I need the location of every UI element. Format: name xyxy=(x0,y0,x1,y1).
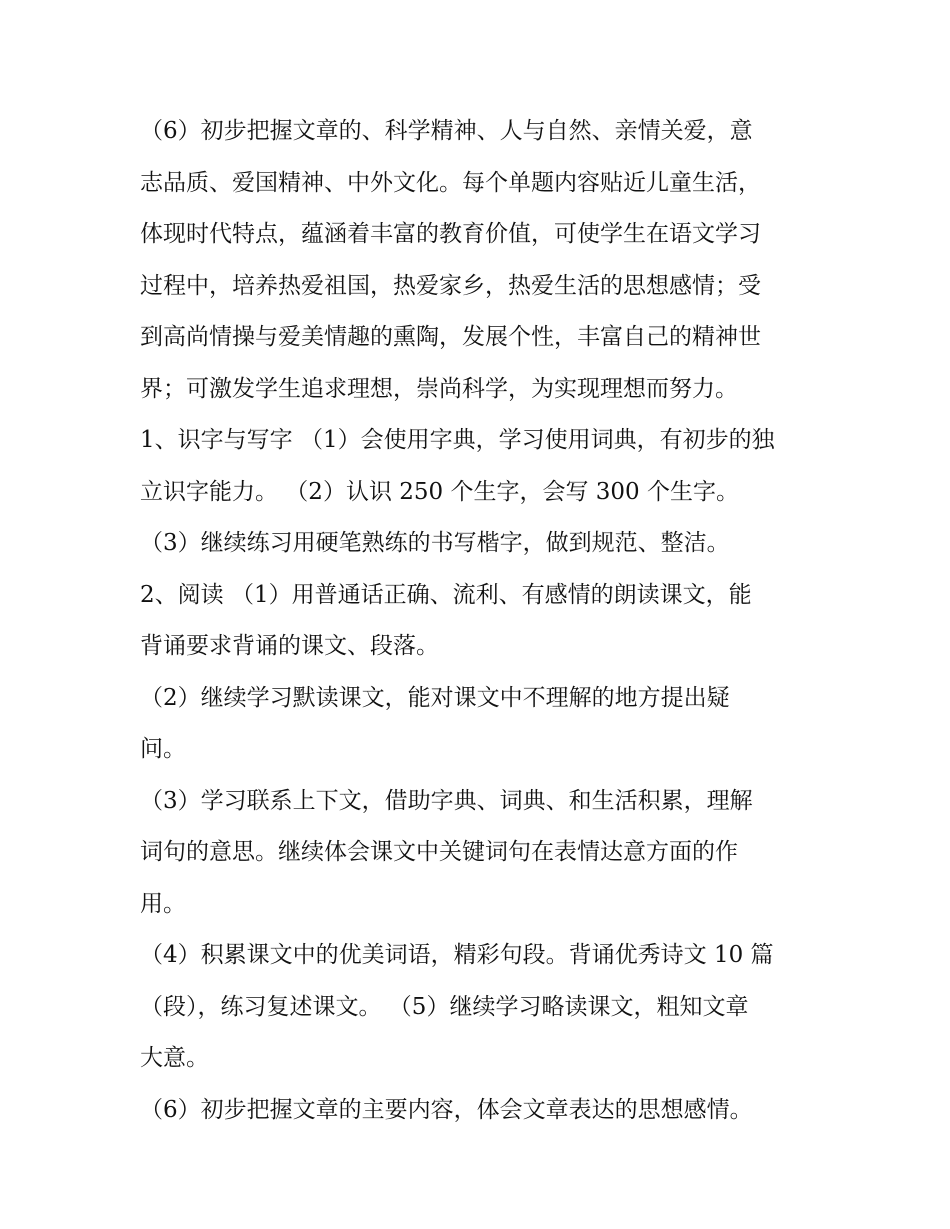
text-line: 过程中，培养热爱祖国，热爱家乡，热爱生活的思想感情；受 xyxy=(140,272,761,299)
text-line: 1、识字与写字 （1）会使用字典，学习使用词典，有初步的独 xyxy=(140,427,775,453)
text-line: （6）初步把握文章的、科学精神、人与自然、亲情关爱，意 xyxy=(140,118,753,144)
text-line: 词句的意思。继续体会课文中关键词句在表情达意方面的作 xyxy=(140,839,738,865)
text-line: 立识字能力。 （2）认识 250 个生字，会写 300 个生字。 xyxy=(140,478,739,505)
text-line: 用。 xyxy=(140,890,186,917)
text-line: （段），练习复述课文。 （5）继续学习略读课文，粗知文章 xyxy=(140,993,749,1020)
text-line: （2）继续学习默读课文，能对课文中不理解的地方提出疑 xyxy=(140,684,730,711)
text-line: 问。 xyxy=(140,736,186,762)
text-line: 界；可激发学生追求理想，崇尚科学，为实现理想而努力。 xyxy=(140,375,738,402)
text-line: （4）积累课文中的优美词语，精彩句段。背诵优秀诗文 10 篇 xyxy=(140,942,774,968)
text-line: 大意。 xyxy=(140,1045,209,1071)
text-line: 2、阅读 （1）用普通话正确、流利、有感情的朗读课文，能 xyxy=(140,581,752,608)
body-text xyxy=(140,106,820,1136)
text-line: 背诵要求背诵的课文、段落。 xyxy=(140,633,439,659)
text-line: 到高尚情操与爱美情趣的熏陶，发展个性，丰富自己的精神世 xyxy=(140,324,761,350)
text-line: 志品质、爱国精神、中外文化。每个单题内容贴近儿童生活， xyxy=(140,169,761,196)
text-line: （3）继续练习用硬笔熟练的书写楷字，做到规范、整洁。 xyxy=(140,530,730,556)
text-line: （3）学习联系上下文，借助字典、词典、和生活积累，理解 xyxy=(140,787,753,814)
text-line: 体现时代特点，蕴涵着丰富的教育价值，可使学生在语文学习 xyxy=(140,221,761,247)
text-line: （6）初步把握文章的主要内容，体会文章表达的思想感情。 xyxy=(140,1096,753,1123)
